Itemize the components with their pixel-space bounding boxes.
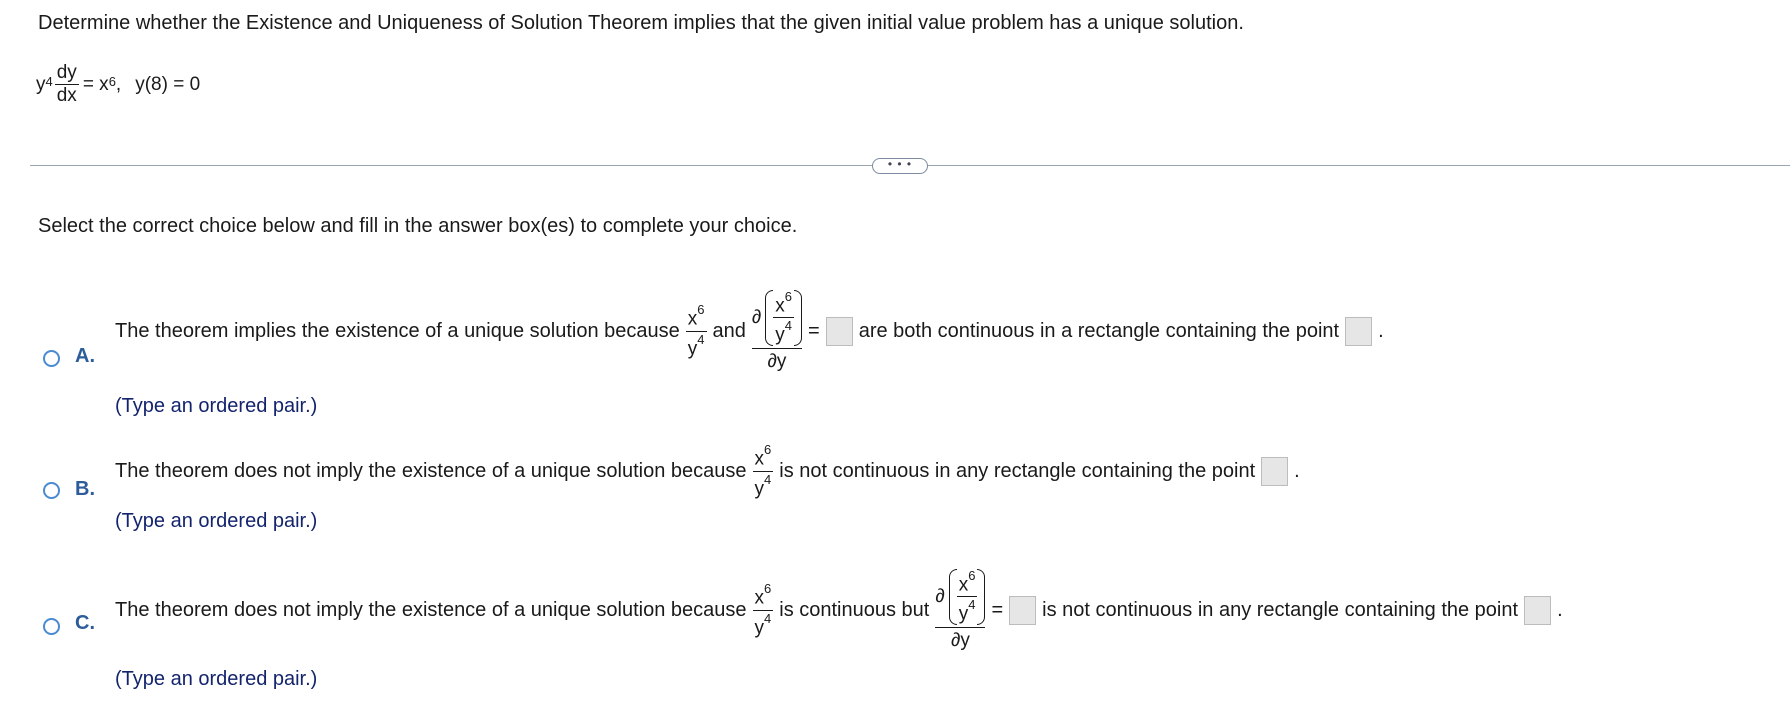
choice-b-radio[interactable]: [43, 482, 60, 499]
ivp-y: y: [36, 73, 46, 95]
partial-y: ∂y: [950, 630, 970, 652]
choice-a-radio[interactable]: [43, 350, 60, 367]
choice-a-statement: [115, 273, 1390, 389]
choice-b-text-after: is not continuous in any rectangle containing the point: [779, 459, 1256, 482]
choice-c-text-before: The theorem does not imply the existence of a unique solution because: [115, 598, 747, 621]
question-prompt: Determine whether the Existence and Uniqueness of Solution Theorem implies that the given initial value problem has a unique solution.: [38, 12, 1244, 34]
equals-sign: =: [991, 598, 1004, 621]
x-exp: 6: [764, 581, 772, 597]
x-var: x: [754, 448, 765, 470]
ivp-dx: dx: [56, 85, 77, 106]
y-exp: 4: [764, 471, 772, 487]
choice-c-derivative-answer-box[interactable]: [1009, 596, 1036, 625]
partial-symbol: ∂: [935, 585, 945, 607]
x-exp: 6: [968, 567, 976, 583]
y-var: y: [775, 324, 785, 346]
ivp-rhs: = x: [82, 73, 109, 95]
y-exp: 4: [697, 331, 705, 347]
ivp-rhs-exp: 6: [108, 74, 116, 89]
choice-b-fraction-f: [753, 442, 774, 500]
choice-b-statement: [115, 440, 1306, 502]
choice-c-radio[interactable]: [43, 618, 60, 635]
y-exp: 4: [784, 318, 793, 333]
y-var: y: [687, 337, 698, 359]
choice-b-text-before: The theorem does not imply the existence of a unique solution because: [115, 459, 747, 482]
ivp-condition: y(8) = 0: [135, 73, 201, 95]
choice-c-letter: C.: [75, 612, 95, 634]
x-exp: 6: [784, 288, 793, 304]
partial-y: ∂y: [767, 351, 787, 373]
more-options-button[interactable]: • • •: [872, 158, 928, 174]
choice-c-text-after: is not continuous in any rectangle containing the point: [1042, 598, 1519, 621]
choice-c-point-answer-box[interactable]: [1524, 596, 1551, 625]
choice-c-partial-derivative: [935, 568, 985, 653]
choice-a-fraction-f: [686, 302, 707, 360]
x-var: x: [687, 308, 698, 330]
period: .: [1378, 319, 1384, 342]
left-paren: [949, 569, 957, 625]
choice-a-derivative-answer-box[interactable]: [826, 317, 853, 346]
choice-c-conj: is continuous but: [779, 598, 930, 621]
choice-c-statement: [115, 552, 1569, 668]
partial-fraction-bar: [752, 348, 802, 349]
period: .: [1557, 598, 1563, 621]
right-paren: [794, 290, 802, 346]
y-var: y: [754, 477, 765, 499]
right-paren: [977, 569, 985, 625]
x-var: x: [754, 587, 765, 609]
x-var: x: [775, 295, 785, 316]
partial-symbol: ∂: [751, 306, 762, 328]
choice-c-fraction-f: [753, 581, 774, 639]
y-exp: 4: [968, 597, 976, 612]
y-exp: 4: [764, 610, 772, 626]
ivp-comma: ,: [115, 73, 122, 95]
choice-a-text-after: are both continuous in a rectangle containing the point: [858, 319, 1340, 342]
ivp-derivative: [55, 62, 79, 107]
y-var: y: [754, 616, 765, 638]
equals-sign: =: [808, 319, 820, 342]
instructions: Select the correct choice below and fill in the answer box(es) to complete your choice.: [38, 215, 798, 237]
choice-b-letter: B.: [75, 478, 95, 500]
ivp-equation: [36, 62, 200, 107]
y-var: y: [958, 603, 969, 625]
x-exp: 6: [764, 442, 772, 458]
ivp-dy: dy: [56, 62, 77, 83]
x-exp: 6: [697, 302, 705, 318]
choice-b-point-answer-box[interactable]: [1261, 457, 1288, 486]
ivp-y-exp: 4: [45, 74, 53, 89]
partial-fraction-bar: [935, 627, 985, 628]
choice-a-point-answer-box[interactable]: [1345, 317, 1372, 346]
choice-c-hint: (Type an ordered pair.): [115, 668, 318, 690]
choice-a-hint: (Type an ordered pair.): [115, 395, 318, 417]
choice-a-letter: A.: [75, 345, 95, 367]
left-paren: [765, 290, 773, 346]
choice-a-partial-derivative: [752, 289, 802, 374]
choice-a-conj: and: [712, 319, 746, 342]
choice-b-hint: (Type an ordered pair.): [115, 510, 318, 532]
period: .: [1294, 459, 1300, 482]
choice-a-text-before: The theorem implies the existence of a unique solution because: [115, 319, 680, 342]
x-var: x: [958, 574, 969, 595]
